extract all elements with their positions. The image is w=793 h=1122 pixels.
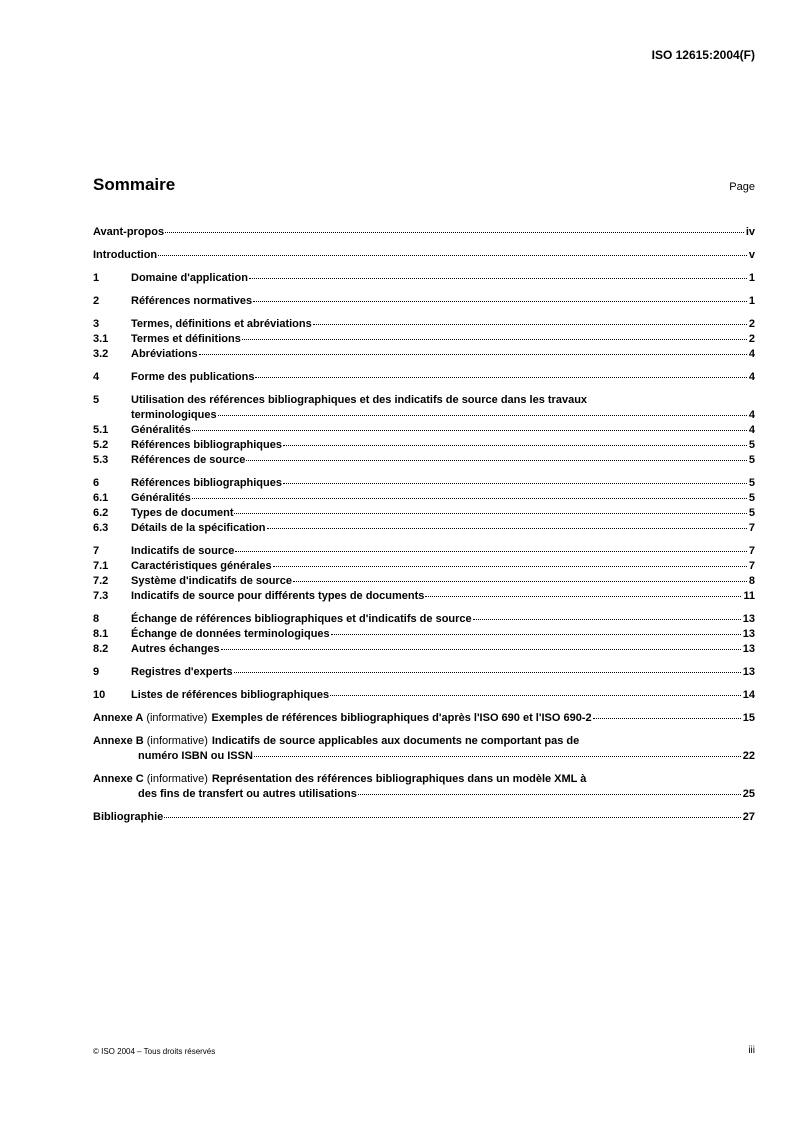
entry-title: Indicatifs de source pour différents types de documents	[131, 590, 425, 602]
section-number: 5.3	[93, 454, 109, 466]
entry-title: Indicatifs de source	[131, 545, 235, 557]
dot-leader	[313, 324, 747, 325]
entry-title: Domaine d'application	[131, 272, 248, 284]
entry-page: 7	[748, 560, 755, 572]
section-number: 5.1	[93, 424, 109, 436]
entry-title: Termes, définitions et abréviations	[131, 318, 312, 330]
toc-entry[interactable]	[93, 787, 755, 802]
entry-title: Listes de références bibliographiques	[131, 689, 330, 701]
entry-page: 5	[748, 454, 755, 466]
page-number: iii	[748, 1045, 755, 1056]
entry-page: 13	[742, 643, 755, 655]
dot-leader	[267, 528, 747, 529]
toc-entry[interactable]	[93, 612, 755, 627]
toc-group	[93, 317, 755, 362]
dot-leader	[473, 619, 741, 620]
toc-entry[interactable]	[93, 332, 755, 347]
toc-group	[93, 248, 755, 263]
dot-leader	[358, 794, 741, 795]
entry-page: 2	[748, 333, 755, 345]
dot-leader	[192, 430, 747, 431]
dot-leader	[218, 415, 747, 416]
entry-page: 5	[748, 507, 755, 519]
dot-leader	[425, 596, 741, 597]
toc-entry[interactable]	[93, 408, 755, 423]
toc-entry[interactable]	[93, 589, 755, 604]
entry-title: Détails de la spécification	[131, 522, 266, 534]
toc-group	[93, 393, 755, 468]
toc-group	[93, 370, 755, 385]
entry-page: 4	[748, 409, 755, 421]
toc-entry[interactable]	[93, 711, 755, 726]
toc-entry[interactable]	[93, 423, 755, 438]
entry-page: 13	[742, 666, 755, 678]
dot-leader	[253, 301, 747, 302]
copyright-footer: © ISO 2004 – Tous droits réservés	[93, 1047, 216, 1056]
toc-entry[interactable]	[93, 225, 755, 240]
entry-page: 13	[742, 628, 755, 640]
entry-title: Avant-propos	[93, 226, 165, 238]
entry-title: Autres échanges	[131, 643, 220, 655]
entry-title: Termes et définitions	[131, 333, 241, 345]
section-number: 10	[93, 689, 106, 701]
section-number: 6.1	[93, 492, 109, 504]
entry-title: Caractéristiques générales	[131, 560, 272, 572]
entry-page: 4	[748, 424, 755, 436]
dot-leader	[593, 718, 741, 719]
entry-page: 2	[748, 318, 755, 330]
annex-label: Annexe B	[93, 735, 144, 747]
toc-group	[93, 476, 755, 536]
dot-leader	[234, 513, 746, 514]
dot-leader	[246, 460, 747, 461]
toc-group	[93, 711, 755, 726]
entry-page: 27	[742, 811, 755, 823]
toc-entry[interactable]	[93, 559, 755, 574]
annex-label: Annexe A	[93, 712, 144, 724]
toc-group	[93, 544, 755, 604]
entry-title: Registres d'experts	[131, 666, 233, 678]
toc-group	[93, 271, 755, 286]
toc-entry[interactable]	[93, 393, 755, 408]
entry-page: 14	[742, 689, 755, 701]
dot-leader	[330, 695, 741, 696]
entry-title: Système d'indicatifs de source	[131, 575, 292, 587]
section-number: 3	[93, 318, 100, 330]
entry-title: Types de document	[131, 507, 234, 519]
entry-title: Généralités	[131, 424, 191, 436]
entry-title: Bibliographie	[93, 811, 164, 823]
toc-entry[interactable]	[93, 521, 755, 536]
toc-entry[interactable]	[93, 453, 755, 468]
toc-entry[interactable]	[93, 734, 755, 749]
dot-leader	[199, 354, 747, 355]
dot-leader	[254, 756, 741, 757]
toc-entry[interactable]	[93, 574, 755, 589]
entry-page: 11	[743, 590, 755, 602]
dot-leader	[165, 232, 744, 233]
document-id: ISO 12615:2004(F)	[651, 48, 755, 62]
entry-title: Exemples de références bibliographiques d'après l'ISO 690 et l'ISO 690-2	[211, 712, 592, 724]
entry-page: 5	[748, 439, 755, 451]
entry-title: Références normatives	[131, 295, 253, 307]
entry-page: 15	[742, 712, 755, 724]
section-number: 6.3	[93, 522, 109, 534]
toc-entry[interactable]	[93, 749, 755, 764]
entry-page: 4	[748, 348, 755, 360]
entry-title: Références bibliographiques	[131, 439, 282, 451]
toc-entry[interactable]	[93, 476, 755, 491]
toc-entry[interactable]	[93, 627, 755, 642]
entry-page: 5	[748, 492, 755, 504]
annex-informative: (informative)	[146, 773, 208, 785]
entry-page: 5	[748, 477, 755, 489]
annex-informative: (informative)	[146, 735, 208, 747]
dot-leader	[293, 581, 747, 582]
toc-entry[interactable]	[93, 370, 755, 385]
section-number: 7	[93, 545, 100, 557]
entry-title: Abréviations	[131, 348, 198, 360]
table-of-contents	[93, 225, 755, 833]
dot-leader	[242, 339, 747, 340]
section-number: 8.1	[93, 628, 109, 640]
dot-leader	[221, 649, 741, 650]
annex-label: Annexe C	[93, 773, 144, 785]
entry-page: 1	[748, 295, 755, 307]
toc-entry[interactable]	[93, 248, 755, 263]
dot-leader	[331, 634, 741, 635]
dot-leader	[158, 255, 747, 256]
toc-entry[interactable]	[93, 810, 755, 825]
page-title: Sommaire	[93, 175, 176, 194]
toc-group	[93, 225, 755, 240]
toc-group	[93, 294, 755, 309]
section-number: 7.2	[93, 575, 109, 587]
toc-entry[interactable]	[93, 688, 755, 703]
section-number: 9	[93, 666, 100, 678]
toc-entry[interactable]	[93, 438, 755, 453]
toc-entry[interactable]	[93, 506, 755, 521]
toc-group	[93, 734, 755, 764]
toc-entry[interactable]	[93, 642, 755, 657]
toc-entry[interactable]	[93, 665, 755, 680]
toc-group	[93, 612, 755, 657]
page-column-label: Page	[729, 181, 755, 193]
dot-leader	[273, 566, 747, 567]
entry-page: 13	[742, 613, 755, 625]
dot-leader	[235, 551, 747, 552]
entry-title: numéro ISBN ou ISSN	[138, 750, 253, 762]
section-number: 5	[93, 394, 100, 406]
entry-page: 7	[748, 522, 755, 534]
entry-title: Références bibliographiques	[131, 477, 282, 489]
toc-entry[interactable]	[93, 491, 755, 506]
entry-page: 7	[748, 545, 755, 557]
toc-entry[interactable]	[93, 347, 755, 362]
entry-title: Références de source	[131, 454, 246, 466]
dot-leader	[234, 672, 741, 673]
toc-group	[93, 810, 755, 825]
entry-title: terminologiques	[131, 409, 217, 421]
entry-title: Introduction	[93, 249, 158, 261]
section-number: 8	[93, 613, 100, 625]
entry-page: 25	[742, 788, 755, 800]
dot-leader	[283, 483, 747, 484]
toc-group	[93, 772, 755, 802]
entry-page: iv	[745, 226, 755, 238]
dot-leader	[283, 445, 747, 446]
toc-entry[interactable]	[93, 772, 755, 787]
toc-entry[interactable]	[93, 544, 755, 559]
section-number: 1	[93, 272, 100, 284]
section-number: 2	[93, 295, 100, 307]
section-number: 3.2	[93, 348, 109, 360]
entry-page: 8	[748, 575, 755, 587]
section-number: 8.2	[93, 643, 109, 655]
dot-leader	[249, 278, 747, 279]
section-number: 7.3	[93, 590, 109, 602]
entry-title: Forme des publications	[131, 371, 255, 383]
annex-informative: (informative)	[146, 712, 208, 724]
entry-title: Indicatifs de source applicables aux documents ne comportant pas de	[211, 735, 580, 747]
entry-title: Représentation des références bibliographiques dans un modèle XML à	[211, 773, 587, 785]
section-number: 3.1	[93, 333, 109, 345]
section-number: 5.2	[93, 439, 109, 451]
entry-page: 22	[742, 750, 755, 762]
entry-page: v	[748, 249, 755, 261]
section-number: 6	[93, 477, 100, 489]
dot-leader	[192, 498, 747, 499]
entry-title: Échange de références bibliographiques et d'indicatifs de source	[131, 613, 472, 625]
toc-entry[interactable]	[93, 294, 755, 309]
toc-group	[93, 665, 755, 680]
section-number: 6.2	[93, 507, 109, 519]
entry-title: Utilisation des références bibliographiques et des indicatifs de source dans les travaux	[131, 394, 588, 406]
entry-page: 4	[748, 371, 755, 383]
dot-leader	[164, 817, 740, 818]
entry-page: 1	[748, 272, 755, 284]
entry-title: Généralités	[131, 492, 191, 504]
dot-leader	[255, 377, 746, 378]
entry-title: Échange de données terminologiques	[131, 628, 330, 640]
toc-entry[interactable]	[93, 271, 755, 286]
section-number: 4	[93, 371, 100, 383]
toc-group	[93, 688, 755, 703]
section-number: 7.1	[93, 560, 109, 572]
toc-entry[interactable]	[93, 317, 755, 332]
entry-title: des fins de transfert ou autres utilisations	[138, 788, 357, 800]
